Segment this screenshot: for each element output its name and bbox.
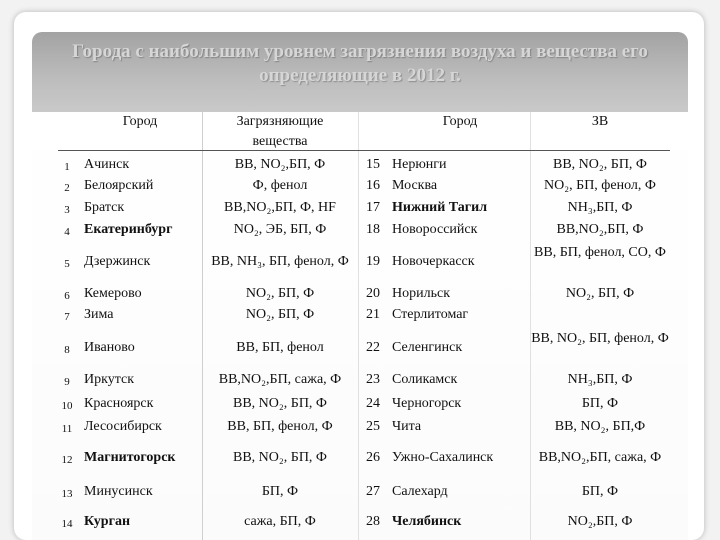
row-number: 18 xyxy=(366,222,380,237)
column-divider xyxy=(530,112,531,540)
pollutants-cell: ВВ, NO₂, БП, Ф xyxy=(233,396,327,411)
city-name: Курган xyxy=(84,514,131,529)
city-name: Новочеркасск xyxy=(392,254,475,269)
row-number: 26 xyxy=(366,450,380,465)
city-name: Новороссийск xyxy=(392,222,478,237)
row-number: 24 xyxy=(366,396,380,411)
city-name: Иркутск xyxy=(84,372,135,387)
zv-cell: ВВ,NO₂,БП, сажа, Ф xyxy=(538,450,662,465)
zv-cell: ВВ, БП, фенол, СО, Ф xyxy=(534,245,666,260)
row-number: 23 xyxy=(366,372,380,387)
city-name: Челябинск xyxy=(392,514,462,529)
row-number: 19 xyxy=(366,254,380,269)
table-area xyxy=(32,112,688,540)
pollutants-cell: NO₂, БП, Ф xyxy=(245,286,315,301)
row-number: 8 xyxy=(64,344,70,356)
pollutants-cell: ВВ, NO₂,БП, Ф xyxy=(234,157,326,172)
zv-cell: ВВ, NO₂, БП, Ф xyxy=(553,157,647,172)
city-name: Братск xyxy=(84,200,125,215)
page-title: Города с наибольшим уровнем загрязнения воздуха и вещества его определяющие в 2012 г. xyxy=(72,41,648,86)
city-name: Екатеринбург xyxy=(84,222,173,237)
city-name: Магнитогорск xyxy=(84,450,176,465)
row-number: 22 xyxy=(366,340,380,355)
header-divider xyxy=(58,150,670,151)
pollutants-cell: ВВ, NH₃, БП, фенол, Ф xyxy=(211,254,349,269)
pollutants-cell: БП, Ф xyxy=(261,484,299,499)
city-name: Норильск xyxy=(392,286,450,301)
row-number: 25 xyxy=(366,419,380,434)
row-number: 7 xyxy=(64,311,70,323)
row-number: 9 xyxy=(64,376,70,388)
row-number: 5 xyxy=(64,258,70,270)
city-name: Стерлитомаг xyxy=(392,307,469,322)
city-name: Ужно-Сахалинск xyxy=(392,450,494,465)
zv-cell: БП, Ф xyxy=(581,396,619,411)
row-number: 15 xyxy=(366,157,380,172)
row-number: 11 xyxy=(61,423,73,435)
header-city-2: Город xyxy=(442,114,478,129)
pollutants-cell: ВВ,NO₂,БП, сажа, Ф xyxy=(218,372,342,387)
city-name: Красноярск xyxy=(84,396,154,411)
row-number: 16 xyxy=(366,178,380,193)
row-number: 3 xyxy=(64,204,70,216)
city-name: Нерюнги xyxy=(392,157,447,172)
row-number: 20 xyxy=(366,286,380,301)
header-zv: ЗВ xyxy=(591,114,609,129)
row-number: 12 xyxy=(61,454,73,466)
city-name: Зима xyxy=(84,307,114,322)
row-number: 17 xyxy=(366,200,380,215)
row-number: 21 xyxy=(366,307,380,322)
zv-cell: БП, Ф xyxy=(581,484,619,499)
city-name: Черногорск xyxy=(392,396,462,411)
city-name: Салехард xyxy=(392,484,448,499)
pollutants-cell: сажа, БП, Ф xyxy=(244,514,316,529)
row-number: 13 xyxy=(61,488,73,500)
column-divider xyxy=(358,112,359,540)
zv-cell: ВВ, NO₂, БП, фенол, Ф xyxy=(531,331,669,346)
city-name: Соликамск xyxy=(392,372,458,387)
row-number: 6 xyxy=(64,290,70,302)
row-number: 27 xyxy=(366,484,380,499)
column-divider xyxy=(202,112,203,540)
zv-cell: NO₂,БП, Ф xyxy=(567,514,633,529)
city-name: Кемерово xyxy=(84,286,142,301)
row-number: 2 xyxy=(64,182,70,194)
row-number: 10 xyxy=(61,400,73,412)
city-name: Чита xyxy=(392,419,422,434)
header-city: Город xyxy=(122,114,158,129)
pollutants-cell: ВВ,NO₂,БП, Ф, HF xyxy=(224,200,336,215)
header-pollutants: Загрязняющие xyxy=(236,114,324,129)
pollutants-cell: ВВ, NO₂, БП, Ф xyxy=(233,450,327,465)
pollutants-cell: ВВ, БП, фенол, Ф xyxy=(227,419,333,434)
city-name: Лесосибирск xyxy=(84,419,162,434)
row-number: 28 xyxy=(366,514,380,529)
city-name: Нижний Тагил xyxy=(392,200,488,215)
city-name: Ачинск xyxy=(84,157,130,172)
city-name: Иваново xyxy=(84,340,135,355)
row-number: 14 xyxy=(61,518,73,530)
city-name: Дзержинск xyxy=(84,254,151,269)
zv-cell: ВВ,NO₂,БП, Ф xyxy=(556,222,644,237)
header-pollutants-2: вещества xyxy=(252,134,308,149)
zv-cell: NO₂, БП, фенол, Ф xyxy=(544,178,656,193)
zv-cell: NO₂, БП, Ф xyxy=(565,286,635,301)
row-number: 1 xyxy=(64,161,70,173)
zv-cell: NH₃,БП, Ф xyxy=(567,372,633,387)
city-name: Москва xyxy=(392,178,438,193)
zv-cell: NH₃,БП, Ф xyxy=(567,200,633,215)
city-name: Белоярский xyxy=(84,178,154,193)
pollutants-cell: Ф, фенол xyxy=(252,178,308,193)
city-name: Минусинск xyxy=(84,484,153,499)
pollutants-cell: NO₂, БП, Ф xyxy=(245,307,315,322)
row-number: 4 xyxy=(64,226,70,238)
zv-cell: ВВ, NO₂, БП,Ф xyxy=(554,419,646,434)
city-name: Селенгинск xyxy=(392,340,463,355)
pollutants-cell: NO₂, ЭБ, БП, Ф xyxy=(233,222,327,237)
pollutants-cell: ВВ, БП, фенол xyxy=(236,340,324,355)
